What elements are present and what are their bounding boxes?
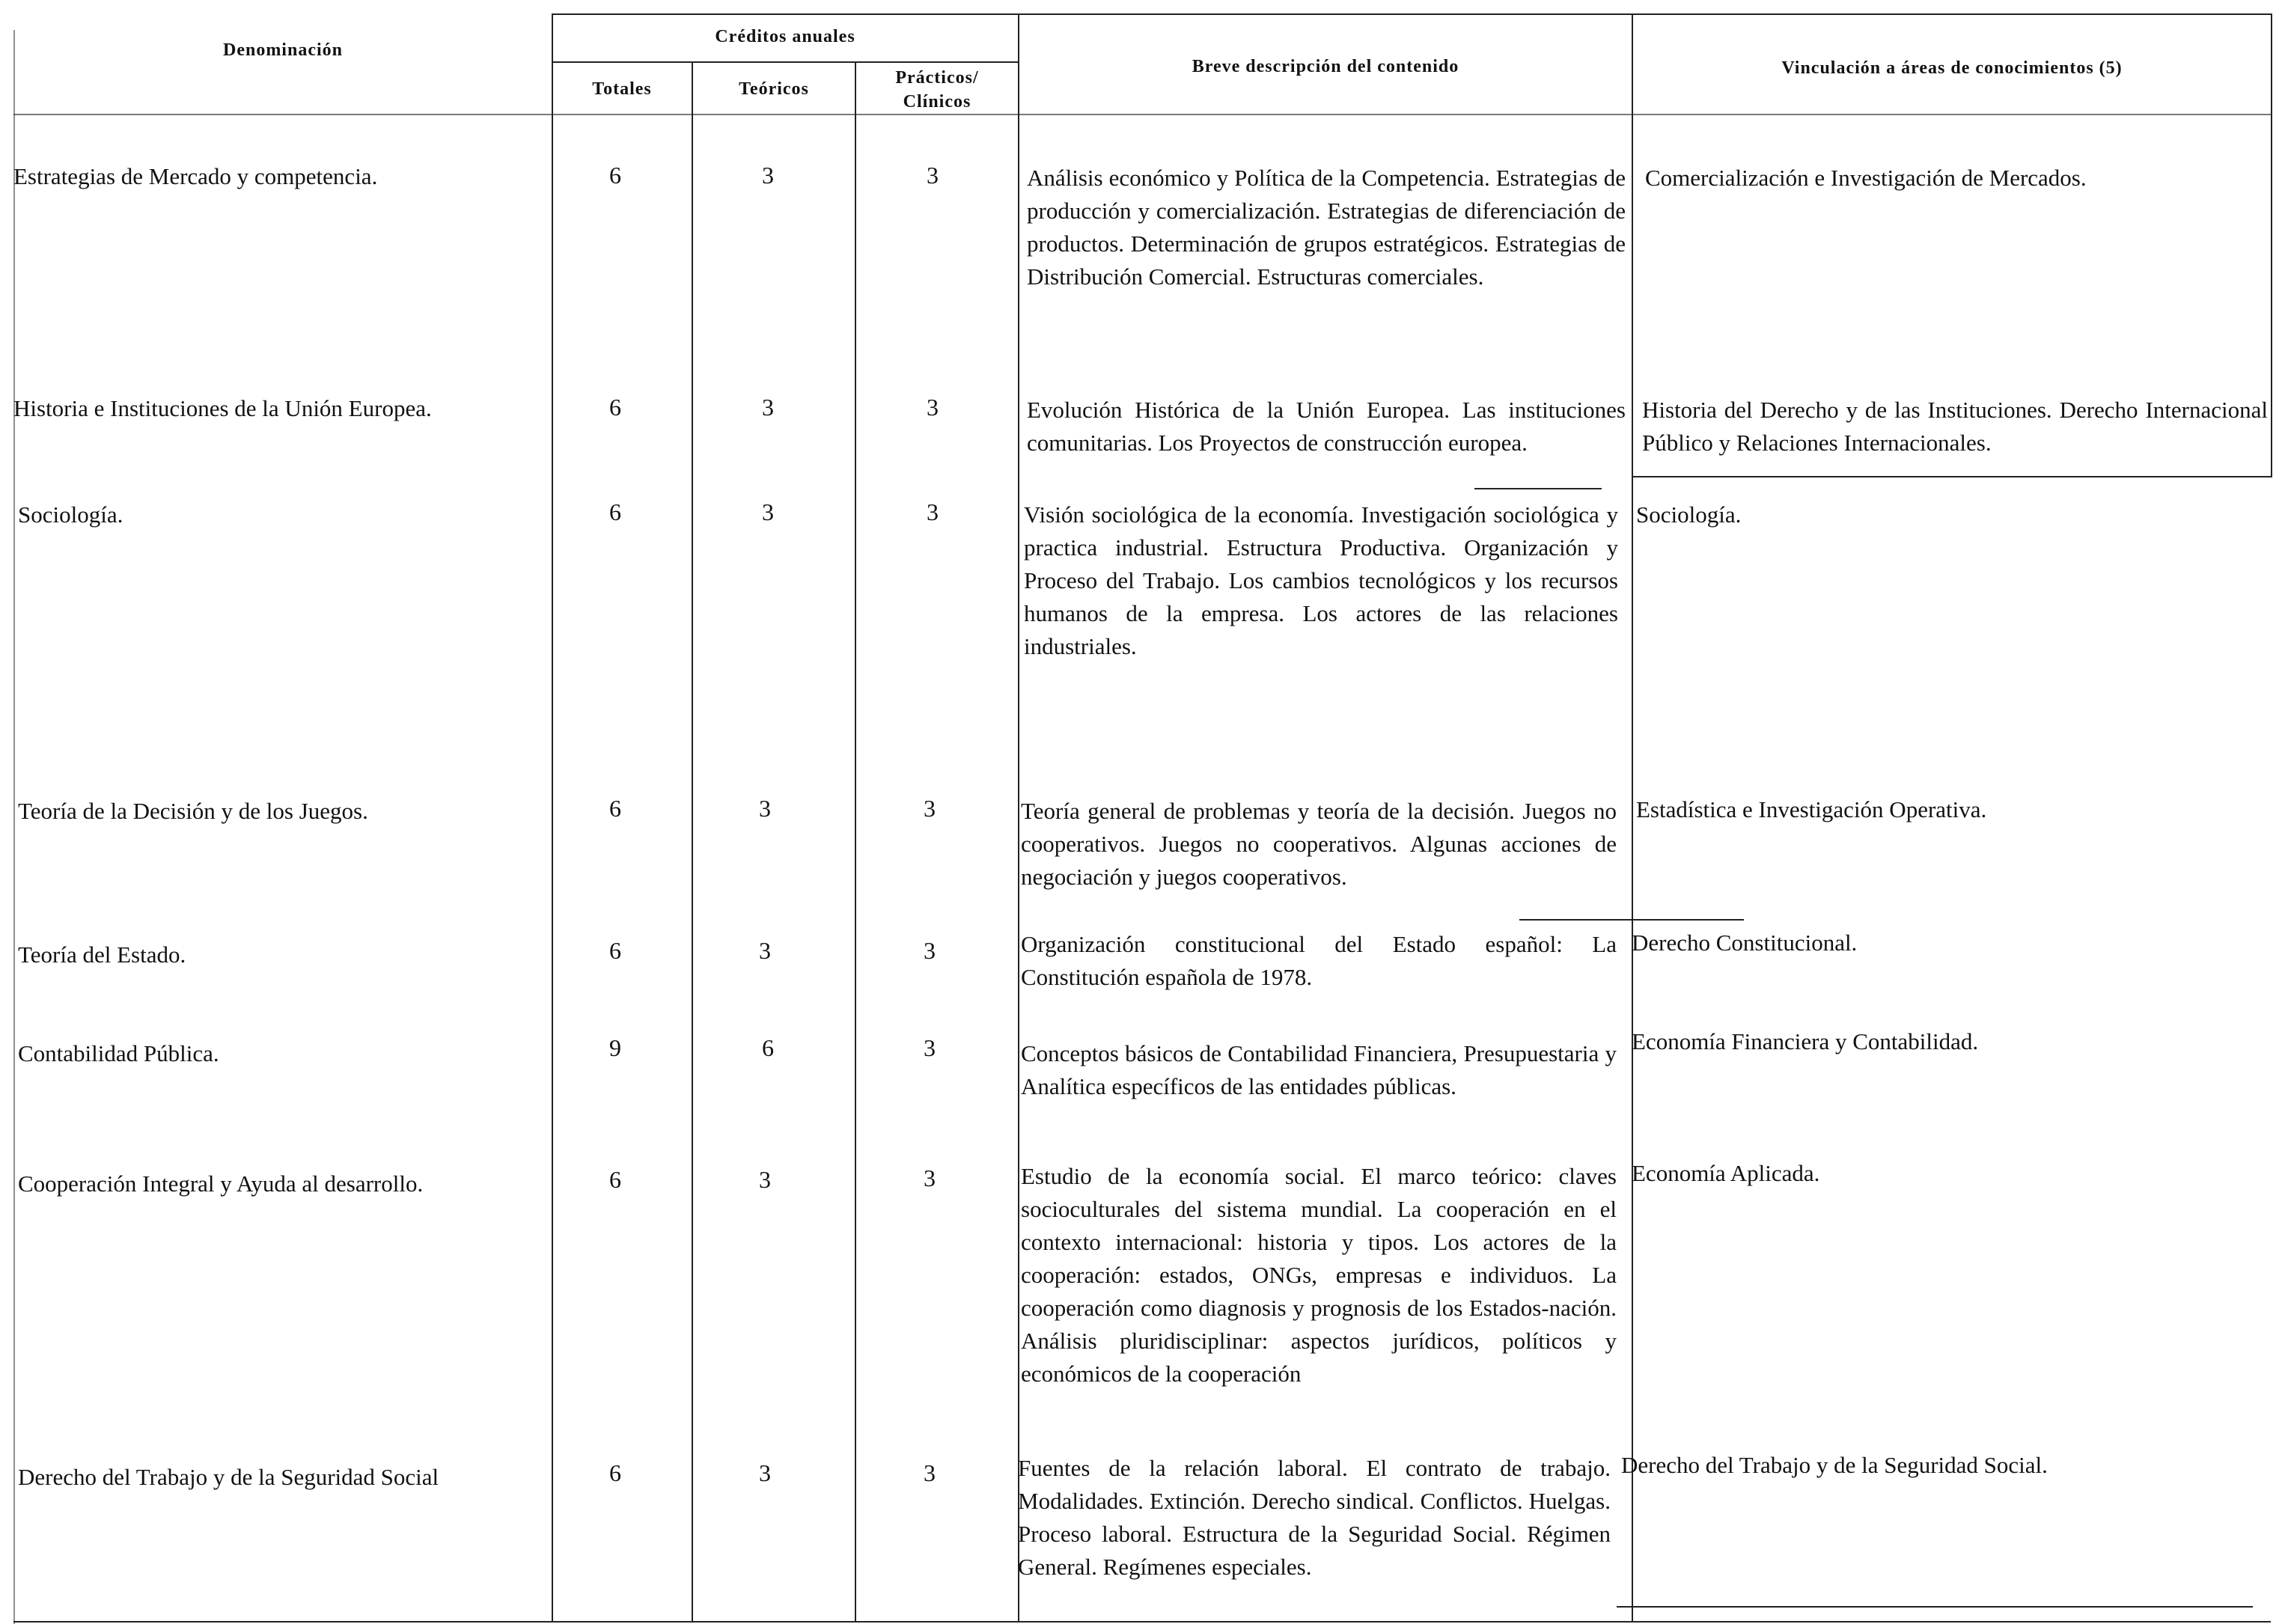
row3-vinculacion: Sociología. xyxy=(1636,501,1742,528)
row2-descripcion: Evolución Histórica de la Unión Europea. Las instituciones comunitarias. Los Proyectos de construcción europea. xyxy=(1027,397,1626,456)
row6-teoricos: 6 xyxy=(762,1034,774,1061)
rule-row-2-end xyxy=(1632,476,2272,477)
row8-denominacion: Derecho del Trabajo y de la Seguridad Social xyxy=(18,1464,439,1490)
header-vinculacion: Vinculación a áreas de conocimientos (5) xyxy=(1781,58,2123,78)
col-line-2 xyxy=(692,61,693,1623)
row1-teoricos: 3 xyxy=(762,162,774,189)
row3-descripcion: Visión sociológica de la economía. Investigación sociológica y practica industrial. Estructura Productiva. Organización y Proceso del Trabajo. Los cambios tecnológicos y los recursos humanos de la empresa. Los actores de las relaciones industriales. xyxy=(1024,501,1618,659)
header-descripcion: Breve descripción del contenido xyxy=(1192,57,1459,76)
row3-denominacion: Sociología. xyxy=(18,501,123,528)
header-practicos-line2: Clínicos xyxy=(903,92,971,112)
row6-practicos: 3 xyxy=(924,1034,936,1061)
row2-practicos: 3 xyxy=(927,394,939,421)
rule-row-3-desc xyxy=(1474,488,1602,489)
row6-totales: 9 xyxy=(609,1034,621,1061)
header-practicos xyxy=(856,66,1018,114)
row3-practicos: 3 xyxy=(927,498,939,525)
row6-denominacion: Contabilidad Pública. xyxy=(18,1040,219,1066)
row7-totales: 6 xyxy=(609,1166,621,1193)
col-line-5 xyxy=(1632,13,1633,1623)
row1-practicos: 3 xyxy=(927,162,939,189)
header-totales: Totales xyxy=(592,79,652,99)
rule-bottom-right xyxy=(1617,1606,2253,1608)
row8-teoricos: 3 xyxy=(759,1459,771,1486)
col-line-0 xyxy=(13,30,15,1624)
rule-header-top xyxy=(552,13,2271,15)
row2-denominacion: Historia e Instituciones de la Unión Europea. xyxy=(13,395,432,421)
row5-teoricos: 3 xyxy=(759,937,771,964)
rule-row-4-desc xyxy=(1519,919,1744,921)
row3-teoricos: 3 xyxy=(762,498,774,525)
row6-descripcion: Conceptos básicos de Contabilidad Financiera, Presupuestaria y Analítica específicos de las entidades públicas. xyxy=(1021,1040,1617,1099)
row6-vinculacion: Economía Financiera y Contabilidad. xyxy=(1632,1028,1979,1054)
row5-denominacion: Teoría del Estado. xyxy=(18,941,186,968)
row1-descripcion: Análisis económico y Política de la Competencia. Estrategias de producción y comercialización. Estrategias de diferenciación de productos. Determinación de grupos estratégicos. Estrategias de Distribución Comercial. Estructuras comerciales. xyxy=(1027,165,1626,290)
col-line-6 xyxy=(2271,13,2272,477)
row5-practicos: 3 xyxy=(924,937,936,964)
col-line-4 xyxy=(1018,13,1019,1623)
row4-totales: 6 xyxy=(609,795,621,822)
header-teoricos: Teóricos xyxy=(739,79,809,99)
row7-vinculacion: Economía Aplicada. xyxy=(1632,1160,1820,1186)
rule-header-bottom xyxy=(13,114,2271,115)
row1-vinculacion: Comercialización e Investigación de Mercados. xyxy=(1645,165,2087,191)
row7-descripcion: Estudio de la economía social. El marco teórico: claves socioculturales del sistema mundial. La cooperación en el contexto internacional: historia y tipos. Los actores de la cooperación: estados, ONGs, empresas e individuos. La cooperación como diagnosis y prognosis de los Estados-nación. Análisis pluridisciplinar: aspectos jurídicos, políticos y económicos de la cooperación xyxy=(1021,1163,1617,1387)
row4-vinculacion: Estadística e Investigación Operativa. xyxy=(1636,796,1987,822)
row8-descripcion: Fuentes de la relación laboral. El contrato de trabajo. Modalidades. Extinción. Derecho sindical. Conflictos. Huelgas. Proceso laboral. Estructura de la Seguridad Social. Régimen General. Regímenes especiales. xyxy=(1018,1455,1611,1580)
row4-denominacion: Teoría de la Decisión y de los Juegos. xyxy=(18,798,368,824)
col-line-1 xyxy=(552,13,553,1623)
row8-totales: 6 xyxy=(609,1459,621,1486)
row4-practicos: 3 xyxy=(924,795,936,822)
header-practicos-line1: Prácticos/ xyxy=(895,68,979,88)
col-line-3 xyxy=(855,61,856,1623)
row2-totales: 6 xyxy=(609,394,621,421)
row3-totales: 6 xyxy=(609,498,621,525)
row7-practicos: 3 xyxy=(924,1164,936,1191)
row7-denominacion: Cooperación Integral y Ayuda al desarrollo. xyxy=(18,1170,424,1197)
header-creditos-anuales: Créditos anuales xyxy=(715,27,855,46)
row4-teoricos: 3 xyxy=(759,795,771,822)
row5-vinculacion: Derecho Constitucional. xyxy=(1632,929,1858,956)
row1-denominacion: Estrategias de Mercado y competencia. xyxy=(13,163,378,189)
row2-vinculacion: Historia del Derecho y de las Instituciones. Derecho Internacional Público y Relaciones Internacionales. xyxy=(1642,397,2268,456)
row7-teoricos: 3 xyxy=(759,1166,771,1193)
header-denominacion: Denominación xyxy=(222,40,343,60)
row8-vinculacion: Derecho del Trabajo y de la Seguridad Social. xyxy=(1621,1452,2048,1478)
row5-totales: 6 xyxy=(609,937,621,964)
row1-totales: 6 xyxy=(609,162,621,189)
row5-descripcion: Organización constitucional del Estado español: La Constitución española de 1978. xyxy=(1021,931,1617,990)
row2-teoricos: 3 xyxy=(762,394,774,421)
row8-practicos: 3 xyxy=(924,1459,936,1486)
row4-descripcion: Teoría general de problemas y teoría de la decisión. Juegos no cooperativos. Juegos no cooperativos. Algunas acciones de negociación y juegos cooperativos. xyxy=(1021,798,1617,890)
rule-creditos-under xyxy=(552,61,1018,63)
